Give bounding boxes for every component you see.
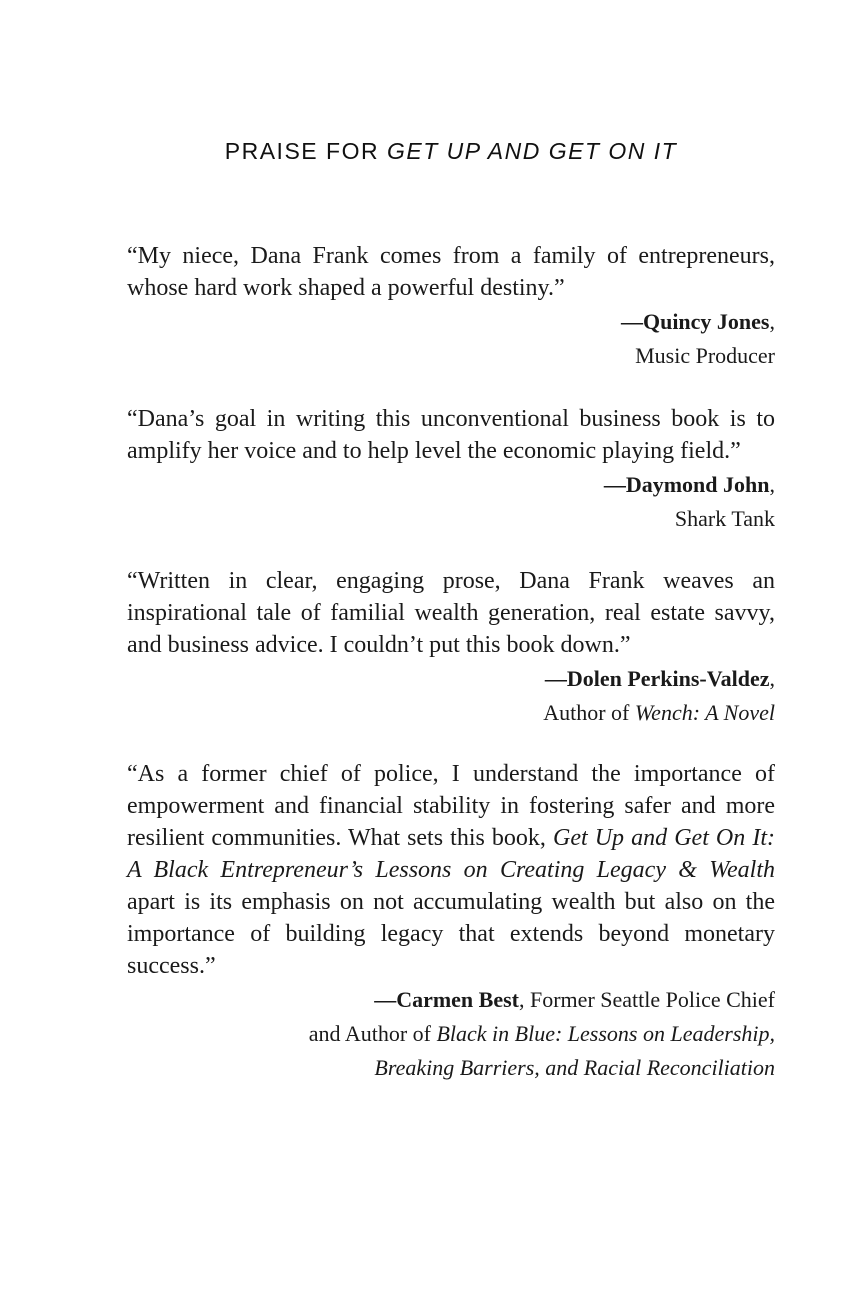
role-book-title-line2: Breaking Barriers, and Racial Reconciliation bbox=[374, 1055, 775, 1080]
heading-book-title: GET UP AND GET ON IT bbox=[386, 138, 678, 164]
attribution-comma: , bbox=[769, 309, 775, 334]
testimonial-attribution bbox=[127, 661, 775, 697]
testimonial-quote: “Dana’s goal in writing this unconventional business book is to amplify her voice and to help level the economic playing field.” bbox=[127, 406, 775, 464]
quote-book-title: Get Up and Get On It: A Black Entrepreneur’s Lessons on Creating Legacy & Wealth bbox=[127, 825, 775, 883]
testimonial-quote bbox=[127, 758, 775, 982]
testimonial-quote: “Written in clear, engaging prose, Dana Frank weaves an inspirational tale of familial wealth generation, real estate savvy, and business advice. I couldn’t put this book down.” bbox=[127, 568, 775, 658]
heading-prefix: PRAISE FOR bbox=[224, 138, 387, 164]
role-book-title: Wench: A Novel bbox=[634, 700, 775, 725]
testimonial-carmen-best bbox=[127, 758, 775, 1086]
attribution-role: , Former Seattle Police Chief bbox=[519, 987, 775, 1012]
testimonial-role: Shark Tank bbox=[674, 506, 775, 531]
testimonial-attribution bbox=[127, 304, 775, 340]
testimonial-dolen-perkins-valdez bbox=[127, 565, 775, 731]
testimonial-role bbox=[127, 695, 775, 731]
book-page bbox=[127, 0, 775, 1296]
role-book-title-line1: Black in Blue: Lessons on Leadership, bbox=[436, 1021, 775, 1046]
role-prefix: Author of bbox=[543, 700, 635, 725]
testimonial-author: —Daymond John bbox=[603, 472, 770, 497]
testimonial-author: —Dolen Perkins-Valdez bbox=[544, 666, 770, 691]
attribution-comma: , bbox=[769, 666, 775, 691]
testimonial-quincy-jones bbox=[127, 240, 775, 374]
testimonial-quote: “My niece, Dana Frank comes from a family of entrepreneurs, whose hard work shaped a powerful destiny.” bbox=[127, 243, 775, 301]
testimonial-attribution bbox=[127, 467, 775, 503]
testimonial-attribution bbox=[127, 982, 775, 1018]
attribution-comma: , bbox=[769, 472, 775, 497]
testimonial-daymond-john bbox=[127, 403, 775, 537]
testimonial-role: Music Producer bbox=[635, 343, 775, 368]
testimonial-author: —Quincy Jones bbox=[620, 309, 770, 334]
quote-text-part1: “As a former chief of police, I understand the importance of empowerment and financial stability in fostering safer and more resilient communities. What sets this book, bbox=[127, 761, 775, 851]
role-prefix: and Author of bbox=[308, 1021, 437, 1046]
page-heading bbox=[127, 138, 775, 165]
testimonial-role bbox=[127, 1016, 775, 1052]
quote-text-part2: apart is its emphasis on not accumulating wealth but also on the importance of building legacy that extends beyond monetary success.” bbox=[127, 889, 775, 979]
testimonial-role-continued bbox=[127, 1050, 775, 1086]
testimonial-author: —Carmen Best bbox=[374, 987, 519, 1012]
